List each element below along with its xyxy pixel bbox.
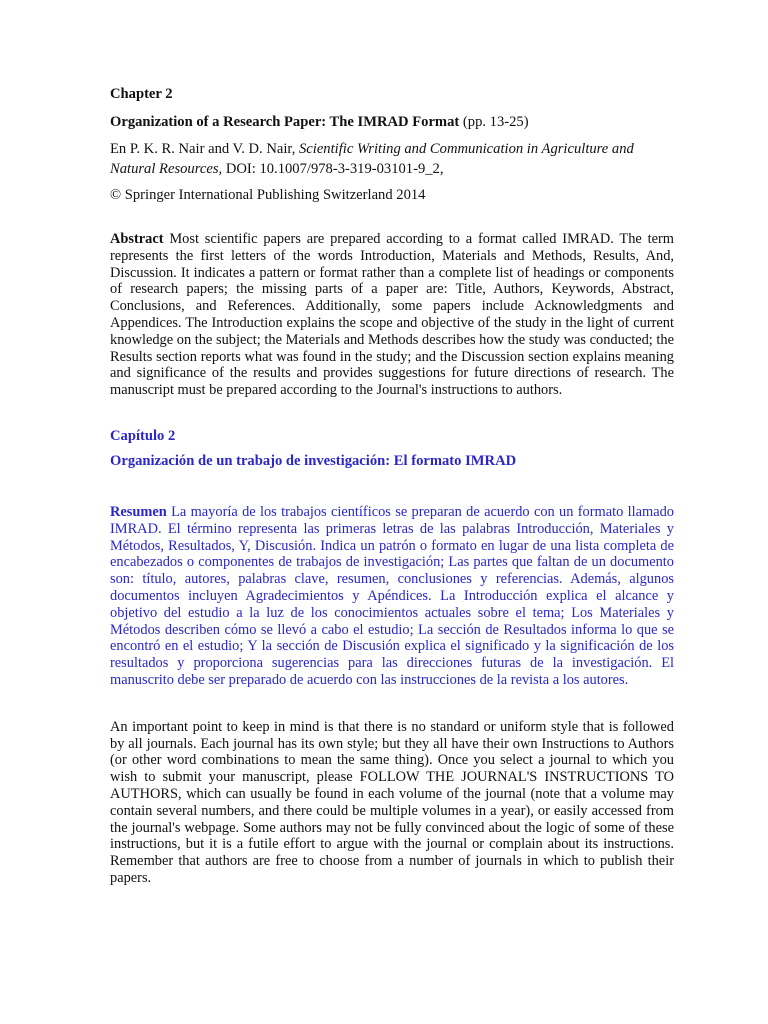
abstract-text: Most scientific papers are prepared according to a format called IMRAD. The term represents the first letters of the words Introduction, Materials and Methods, Results, And, Discussion. It indicates a pattern or format rather than a complete list of headings or components of research papers; the missing parts of a paper are: Title, Authors, Keywords, Abstract, Conclusions, and References. Additionally, some papers include Acknowledgments and Appendices. The Introduction explains the scope and objective of the study in the light of current knowledge on the subject; the Materials and Methods describes how the study was conducted; the Results section reports what was found in the study; and the Discussion section explains meaning and significance of the results and provides suggestions for future directions of research. The manuscript must be prepared according to the Journal's instructions to authors. bbox=[110, 231, 674, 399]
chapter-title-line bbox=[110, 112, 674, 132]
resumen-paragraph bbox=[110, 504, 674, 689]
doi: DOI: 10.1007/978-3-319-03101-9_2, bbox=[225, 161, 444, 177]
book-title: Scientific Writing and Communication in Agriculture and Natural Resources, bbox=[110, 141, 634, 177]
chapter-title: Organization of a Research Paper: The IMRAD Format bbox=[110, 114, 460, 130]
citation-authors: En P. K. R. Nair and V. D. Nair, bbox=[110, 141, 296, 157]
chapter-heading: Chapter 2 bbox=[110, 86, 173, 102]
resumen-label: Resumen bbox=[110, 503, 167, 520]
copyright: © Springer International Publishing Switzerland 2014 bbox=[110, 187, 426, 203]
page-range: (pp. 13-25) bbox=[462, 114, 529, 130]
abstract-paragraph bbox=[110, 231, 674, 399]
citation bbox=[110, 139, 674, 179]
body-paragraph: An important point to keep in mind is that there is no standard or uniform style that is followed by all journals. Each journal has its own style; but they all have their own Instructions to Authors (or other word combinations to mean the same thing). Once you select a journal to which you wish to submit your manuscript, please FOLLOW THE JOURNAL'S INSTRUCTIONS TO AUTHORS, which can usually be found in each volume of the journal (note that a volume may contain several numbers, and there could be multiple volumes in a year), or easily accessed from the journal's webpage. Some authors may not be fully convinced about the logic of some of these instructions, but it is a futile effort to argue with the journal or complain about its instructions. Remember that authors are free to choose from a number of journals in which to publish their papers. bbox=[110, 718, 674, 886]
spanish-chapter-heading: Capítulo 2 bbox=[110, 427, 176, 444]
resumen-text: La mayoría de los trabajos científicos se preparan de acuerdo con un formato llamado IMRAD. El término representa las primeras letras de las palabras Introducción, Materiales y Métodos, Resultados, Y, Discusión. Indica un patrón o formato en lugar de una lista completa de encabezados o componentes de trabajos de investigación; Las partes que faltan de un documento son: título, autores, palabras clave, resumen, conclusiones y referencias. Además, algunos documentos incluyen Agradecimientos y Apéndices. La Introducción explica el alcance y objetivo del estudio a la luz de los conocimientos actuales sobre el tema; Los Materiales y Métodos describen cómo se llevó a cabo el estudio; La sección de Resultados informa lo que se encontró en el estudio; Y la sección de Discusión explica el significado y la significación de los resultados y proporciona sugerencias para las direcciones futuras de la investigación. El manuscrito debe ser preparado de acuerdo con las instrucciones de la revista a los autores. bbox=[110, 503, 674, 688]
abstract-label: Abstract bbox=[110, 231, 164, 247]
spanish-chapter-title: Organización de un trabajo de investigación: El formato IMRAD bbox=[110, 452, 517, 469]
